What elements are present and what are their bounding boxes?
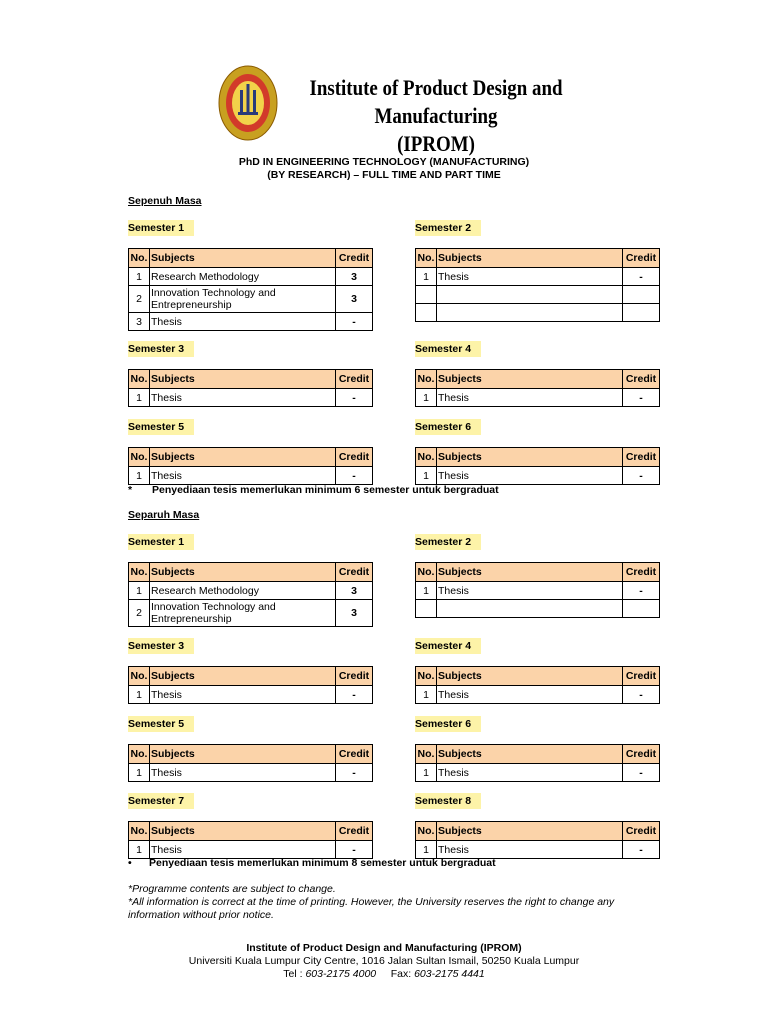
row-credit: 3 [336,582,373,600]
row-credit: - [623,686,660,704]
table-header-row [129,448,373,467]
row-number: 1 [416,764,437,782]
table-header-row [416,370,660,389]
tel-number: 603-2175 4000 [305,968,377,980]
row-credit: - [623,467,660,485]
semester-label: Semester 1 [128,534,194,550]
column-header-no: No. [416,745,437,764]
row-subject: Thesis [437,467,623,485]
semester-table [415,666,660,704]
column-header-subjects: Subjects [437,249,623,268]
table-header-row [416,249,660,268]
row-number: 3 [129,313,150,331]
row-credit: - [623,764,660,782]
table-row [129,467,373,485]
column-header-no: No. [416,563,437,582]
column-header-no: No. [129,563,150,582]
column-header-no: No. [416,822,437,841]
programme-title-line2: (BY RESEARCH) – FULL TIME AND PART TIME [267,169,501,181]
semester-table [128,821,373,859]
column-header-subjects: Subjects [437,448,623,467]
semester-table [415,562,660,618]
table-row [416,389,660,407]
row-subject: Research Methodology [150,268,336,286]
column-header-no: No. [129,667,150,686]
table-header-row [129,563,373,582]
row-credit: - [336,686,373,704]
row-subject: Thesis [150,313,336,331]
semester-table [415,744,660,782]
row-credit [623,600,660,618]
row-credit: - [623,268,660,286]
row-subject: Thesis [437,389,623,407]
column-header-credit: Credit [623,563,660,582]
semester-table [128,744,373,782]
fax-label: Fax: [390,968,412,980]
row-credit: 3 [336,268,373,286]
table-row [129,268,373,286]
table-row [129,313,373,331]
footer [0,942,768,981]
table-row [416,304,660,322]
row-subject: Thesis [437,268,623,286]
full-time-note: Penyediaan tesis memerlukan minimum 6 semester untuk bergraduat [152,484,499,496]
column-header-credit: Credit [623,370,660,389]
column-header-no: No. [416,667,437,686]
semester-label: Semester 7 [128,793,194,809]
row-number: 1 [129,389,150,407]
semester-table [415,369,660,407]
table-row [129,286,373,313]
row-subject: Thesis [437,582,623,600]
row-subject: Thesis [437,841,623,859]
column-header-credit: Credit [336,822,373,841]
table-row [129,686,373,704]
institute-title [307,74,565,158]
row-number: 2 [129,286,150,313]
row-number: 1 [129,686,150,704]
semester-table [415,447,660,485]
row-subject: Thesis [437,764,623,782]
semester-label: Semester 5 [128,716,194,732]
column-header-credit: Credit [623,745,660,764]
row-subject [437,304,623,322]
row-number [416,286,437,304]
semester-table [128,369,373,407]
table-row [416,286,660,304]
row-subject: Thesis [437,686,623,704]
column-header-no: No. [416,249,437,268]
programme-title-line1: PhD IN ENGINEERING TECHNOLOGY (MANUFACTURING) [238,156,530,168]
semester-label: Semester 3 [128,638,194,654]
semester-label: Semester 4 [415,341,481,357]
column-header-no: No. [416,370,437,389]
disclaimer [128,883,648,922]
table-row [416,841,660,859]
row-credit: - [623,582,660,600]
footer-institute: Institute of Product Design and Manufacturing (IPROM) [246,942,522,954]
column-header-subjects: Subjects [437,667,623,686]
part-time-note-marker: • [128,857,132,869]
row-credit: - [623,389,660,407]
column-header-subjects: Subjects [437,822,623,841]
semester-label: Semester 8 [415,793,481,809]
row-number: 1 [416,582,437,600]
column-header-no: No. [416,448,437,467]
semester-table [415,821,660,859]
column-header-no: No. [129,249,150,268]
row-credit: - [336,764,373,782]
row-credit [623,304,660,322]
semester-label: Semester 2 [415,534,481,550]
table-row [416,467,660,485]
column-header-subjects: Subjects [150,822,336,841]
row-number [416,304,437,322]
column-header-credit: Credit [623,448,660,467]
semester-label: Semester 1 [128,220,194,236]
full-time-note-marker: * [128,484,133,496]
column-header-credit: Credit [336,745,373,764]
row-number: 2 [129,600,150,627]
disclaimer-line-1: *Programme contents are subject to change. [128,883,336,895]
row-subject: Thesis [150,764,336,782]
footer-contact [0,968,768,981]
column-header-subjects: Subjects [150,745,336,764]
row-credit [623,286,660,304]
row-credit: 3 [336,600,373,627]
table-row [129,582,373,600]
row-number: 1 [129,467,150,485]
semester-table [128,248,373,331]
table-header-row [416,822,660,841]
row-credit: - [336,841,373,859]
row-subject [437,600,623,618]
column-header-credit: Credit [336,667,373,686]
table-row [129,600,373,627]
table-row [416,600,660,618]
semester-table [128,562,373,627]
column-header-credit: Credit [623,822,660,841]
row-number: 1 [129,764,150,782]
row-credit: - [623,841,660,859]
row-credit: - [336,467,373,485]
table-header-row [129,822,373,841]
column-header-subjects: Subjects [150,448,336,467]
table-header-row [129,745,373,764]
row-subject [437,286,623,304]
row-number [416,600,437,618]
column-header-no: No. [129,745,150,764]
semester-table [128,447,373,485]
column-header-subjects: Subjects [437,563,623,582]
footer-address: Universiti Kuala Lumpur City Centre, 1016 Jalan Sultan Ismail, 50250 Kuala Lumpur [188,955,580,967]
column-header-credit: Credit [336,448,373,467]
column-header-credit: Credit [336,249,373,268]
semester-label: Semester 3 [128,341,194,357]
table-header-row [416,667,660,686]
row-subject: Thesis [150,467,336,485]
semester-label: Semester 2 [415,220,481,236]
table-row [129,389,373,407]
row-subject: Innovation Technology and Entrepreneurship [150,600,336,627]
semester-label: Semester 5 [128,419,194,435]
institute-abbreviation: (IPROM) [397,131,475,156]
column-header-subjects: Subjects [150,249,336,268]
row-subject: Research Methodology [150,582,336,600]
table-header-row [416,563,660,582]
table-row [129,841,373,859]
table-row [416,582,660,600]
table-header-row [129,667,373,686]
column-header-subjects: Subjects [150,667,336,686]
column-header-no: No. [129,448,150,467]
row-number: 1 [416,389,437,407]
section-heading-part-time: Separuh Masa [128,509,200,521]
row-subject: Thesis [150,389,336,407]
row-credit: 3 [336,286,373,313]
row-number: 1 [416,467,437,485]
table-header-row [129,249,373,268]
row-number: 1 [416,686,437,704]
semester-label: Semester 6 [415,716,481,732]
column-header-credit: Credit [623,667,660,686]
column-header-no: No. [129,822,150,841]
table-header-row [129,370,373,389]
row-number: 1 [416,841,437,859]
column-header-no: No. [129,370,150,389]
tel-label: Tel : [283,968,303,980]
column-header-subjects: Subjects [437,745,623,764]
fax-number: 603-2175 4441 [414,968,485,980]
column-header-subjects: Subjects [437,370,623,389]
table-row [129,764,373,782]
section-heading-full-time: Sepenuh Masa [128,195,202,207]
part-time-note: Penyediaan tesis memerlukan minimum 8 semester untuk bergraduat [149,857,496,869]
row-credit: - [336,389,373,407]
table-header-row [416,448,660,467]
column-header-credit: Credit [623,249,660,268]
row-subject: Innovation Technology and Entrepreneurship [150,286,336,313]
table-header-row [416,745,660,764]
row-number: 1 [129,268,150,286]
table-row [416,268,660,286]
table-row [416,764,660,782]
institute-name: Institute of Product Design and Manufacturing [309,75,563,128]
column-header-subjects: Subjects [150,370,336,389]
row-number: 1 [129,841,150,859]
row-number: 1 [129,582,150,600]
column-header-subjects: Subjects [150,563,336,582]
row-subject: Thesis [150,841,336,859]
row-subject: Thesis [150,686,336,704]
semester-table [415,248,660,322]
row-number: 1 [416,268,437,286]
column-header-credit: Credit [336,370,373,389]
row-credit: - [336,313,373,331]
semester-label: Semester 4 [415,638,481,654]
column-header-credit: Credit [336,563,373,582]
unikl-logo [218,64,278,142]
semester-table [128,666,373,704]
semester-label: Semester 6 [415,419,481,435]
disclaimer-line-2: *All information is correct at the time of printing. However, the University reserves the right to change any information without prior notice. [128,896,615,921]
table-row [416,686,660,704]
